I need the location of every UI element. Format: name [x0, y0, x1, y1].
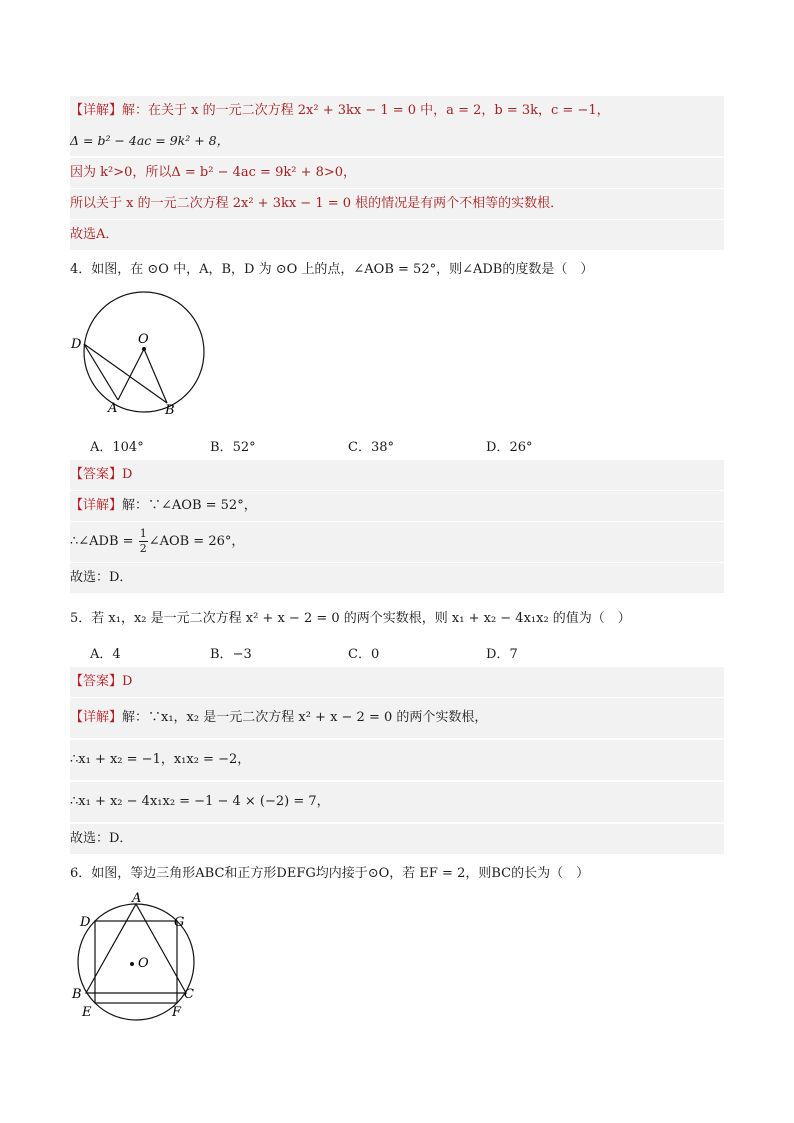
q4-option-a: A．104° [90, 440, 144, 455]
q6-center-point [130, 962, 134, 966]
q3-conclusion: 所以关于 x 的一元二次方程 2x² + 3kx − 1 = 0 根的情况是有两个不相等的实数根． [70, 196, 564, 211]
q6-label-G: G [174, 915, 185, 930]
q4-answer-line [70, 460, 724, 490]
detail-tag: 【详解】 [70, 498, 123, 513]
q4-detail-1: 解：∵∠AOB = 52°， [122, 498, 257, 513]
q3-solution-line-1 [70, 96, 724, 126]
q6-label-B: B [72, 987, 82, 1002]
q6-label-C: C [184, 987, 194, 1002]
q6-label-F: F [172, 1005, 182, 1020]
q6-triangle-ABC [86, 904, 186, 993]
q3-discriminant: Δ = b² − 4ac = 9k² + 8， [70, 133, 230, 148]
q5-detail-1: 解：∵x₁，x₂ 是一元二次方程 x² + x − 2 = 0 的两个实数根， [122, 710, 488, 725]
q4-answer: D [122, 467, 133, 482]
q4-circle [84, 292, 204, 412]
q4-fraction [139, 527, 148, 556]
q4-segment-DA [84, 344, 118, 400]
q3-reasoning: 因为 k²>0，所以Δ = b² − 4ac = 9k² + 8>0， [70, 165, 357, 180]
q4-fraction-denominator: 2 [139, 542, 147, 555]
q4-segment-OA [118, 349, 144, 400]
q3-choice: 故选A． [70, 227, 119, 242]
q5-option-c: C．0 [348, 647, 380, 662]
q4-detail-line-1 [70, 491, 724, 521]
q6-label-D: D [80, 915, 91, 930]
q5-conclusion: 故选：D． [70, 831, 133, 846]
q3-solution-line-5 [70, 220, 724, 250]
q4-center-point [142, 347, 146, 351]
q3-solution-text-1: 解：在关于 x 的一元二次方程 2x² + 3kx − 1 = 0 中，a = 2，b = 3k，c = −1， [122, 103, 610, 118]
q4-option-c: C．38° [348, 440, 394, 455]
q6-label-O: O [138, 956, 149, 971]
q3-solution-line-3 [70, 158, 724, 188]
q5-detail-line-2 [70, 740, 724, 780]
q5-detail-line-3 [70, 782, 724, 822]
q5-option-d: D．7 [486, 647, 518, 662]
q5-conclusion-line [70, 824, 724, 854]
q5-option-b: B．−3 [210, 647, 252, 662]
q5-detail-2: ∴x₁ + x₂ = −1，x₁x₂ = −2， [70, 752, 251, 767]
q4-stem: 4．如图，在 ⊙O 中，A，B，D 为 ⊙O 上的点，∠AOB = 52°，则∠ADB的度数是（ ） [70, 262, 594, 277]
q5-detail-3: ∴x₁ + x₂ − 4x₁x₂ = −1 − 4 × (−2) = 7， [70, 794, 330, 809]
q6-label-E: E [82, 1005, 92, 1020]
q4-conclusion-line [70, 563, 724, 593]
q6-stem: 6．如图，等边三角形ABC和正方形DEFG均内接于⊙O，若 EF = 2，则BC的长为（ ） [70, 866, 590, 881]
q4-conclusion: 故选：D． [70, 570, 133, 585]
q6-label-A: A [132, 891, 142, 906]
q4-label-B: B [165, 403, 175, 418]
q4-detail-line-2 [70, 522, 724, 562]
q4-label-A: A [108, 401, 118, 416]
q6-square-DEFG [95, 921, 177, 1003]
q4-option-d: D．26° [486, 440, 533, 455]
q4-fraction-numerator: 1 [139, 527, 147, 540]
answer-tag: 【答案】 [70, 467, 123, 482]
q5-option-a: A．4 [90, 647, 121, 662]
q4-detail-2-prefix: ∴∠ADB = [70, 534, 138, 549]
q3-solution-line-2 [70, 126, 724, 156]
q5-detail-line-1 [70, 698, 724, 738]
q4-option-b: B．52° [210, 440, 256, 455]
q6-inscribed-figure [64, 890, 214, 1030]
q4-detail-2-suffix: ∠AOB = 26°， [148, 534, 245, 549]
detail-tag: 【详解】 [70, 710, 123, 725]
q5-answer-line [70, 667, 724, 697]
q4-label-O: O [138, 332, 149, 347]
detail-tag: 【详解】 [70, 103, 123, 118]
q5-answer: D [122, 674, 133, 689]
q5-stem: 5．若 x₁，x₂ 是一元二次方程 x² + x − 2 = 0 的两个实数根，则 x₁ + x₂ − 4x₁x₂ 的值为（ ） [70, 611, 631, 626]
q3-solution-line-4 [70, 189, 724, 219]
q4-circle-figure [68, 292, 208, 422]
q4-label-D: D [71, 337, 82, 352]
answer-tag: 【答案】 [70, 674, 123, 689]
